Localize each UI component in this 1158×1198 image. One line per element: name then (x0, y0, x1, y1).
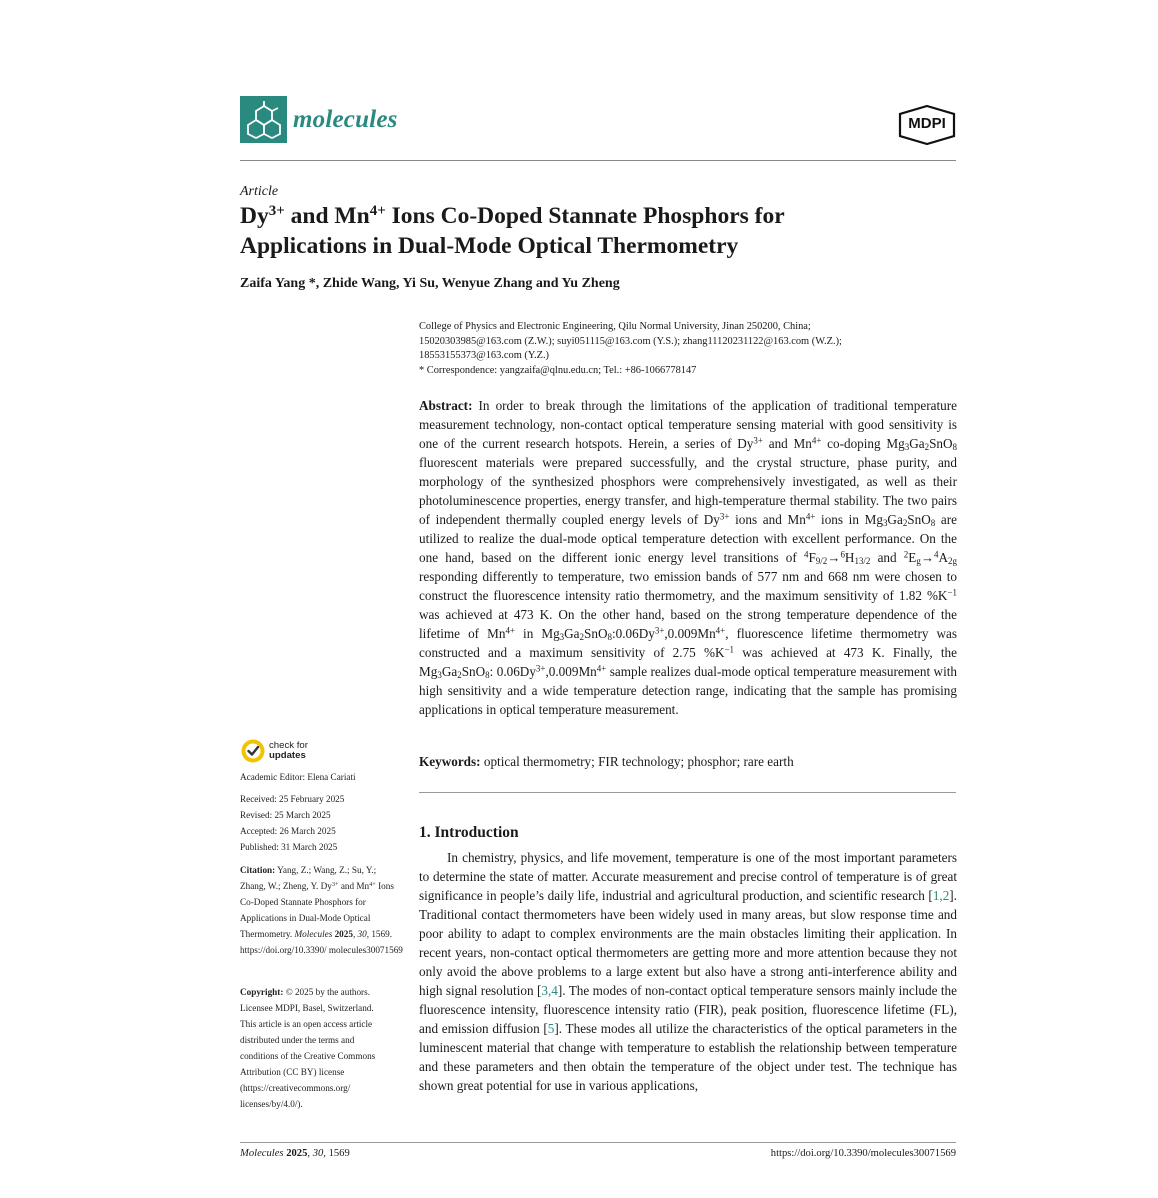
keywords-divider (419, 792, 956, 793)
title-line-2: Applications in Dual-Mode Optical Thermometry (240, 233, 739, 259)
introduction-paragraph: In chemistry, physics, and life movement, temperature is one of the most important parameters to determine the state of matter. Accurate measurement and precise control of temperature is of great significance in people’s daily life, industrial and agricultural production, and scientific research [1,2]. Traditional contact thermometers have been widely used in many areas, but slow response time and poor ability to adapt to complex environments are the main obstacles limiting their application. In recent years, non-contact optical thermometers are getting more and more attention because they not only avoid the above problems to a large extent but also have a strong anti-interference ability and high signal resolution [3,4]. The modes of non-contact optical temperature sensors mainly include the fluorescence intensity, fluorescence intensity ratio (FIR), peak position, fluorescence lifetime (FL), and emission diffusion [5]. These modes all utilize the characteristics of the optical parameters in the luminescent material that change with temperature to establish the relationship between temperature and these parameters and then obtain the temperature of the object under test. The technique has shown great potential for use in various applications, (419, 850, 957, 1093)
abstract: Abstract: In order to break through the limitations of the application of traditional temperature measurement technology, non-contact optical temperature sensing material with good sensitivity is one of the current research hotspots. Herein, a series of $Dy^{3+}$ and $Mn^{4+}$ co-doping $Mg_3Ga_2SnO_8$ fluorescent materials were prepared successfully, and the crystal structure, phase purity, and morphology of the synthesized phosphors were comprehensively investigated, as well as their photoluminescence properties, energy transfer, and high-temperature thermal stability. The two pairs of independent thermally coupled energy levels of $Dy^{3+}$ ions and $Mn^{4+}$ ions in $Mg_3Ga_2SnO_8$ are utilized to realize the dual-mode optical temperature detection with excellent performance. On the one hand, based on the different ionic energy level transitions of $^4F_{9/2}\to^6H_{13/2}$ and $^2E_g\to^4A_{2g}$ responding differently to temperature, two emission bands of 577 nm and 668 nm were chosen to construct the fluorescence intensity ratio thermometry, and the maximum sensitivity of 1.82 $\%K^{-1}$ was achieved at 473 K. On the other hand, based on the strong temperature dependence of the lifetime of $Mn^{4+}$ in $Mg_3Ga_2SnO_8:0.06Dy^{3+},0.009Mn^{4+}$, fluorescence lifetime thermometry was constructed and a maximum sensitivity of 2.75 $\%K^{-1}$ was achieved at 473 K. Finally, the $Mg_3Ga_2SnO_8$: $0.06Dy^{3+},0.009Mn^{4+}$ sample realizes dual-mode optical temperature measurement with high sensitivity and a wide temperature detection range, indicating that the sample has promising applications in optical temperature measurement. (419, 398, 958, 717)
journal-logo[interactable] (240, 96, 398, 143)
article-title (240, 201, 940, 261)
reference-link[interactable]: 5 (547, 1021, 555, 1036)
header-divider (240, 160, 956, 161)
affiliation-line: College of Physics and Electronic Engineering, Qilu Normal University, Jinan 250200, China; (419, 321, 811, 332)
molecule-icon (240, 96, 287, 143)
accepted-date: Accepted: 26 March 2025 (240, 826, 336, 836)
footer-citation: Molecules 2025, 30, 1569 (240, 1148, 350, 1159)
copyright-block: Copyright: © 2025 by the authors. Licensee MDPI, Basel, Switzerland. This article is an open access article distributed under the terms and conditions of the Creative Commons Attribution (CC BY) license (https://creativecommons.org/ licenses/by/4.0/). (240, 987, 376, 1109)
affiliations (419, 320, 959, 378)
keywords-label: Keywords: (419, 754, 481, 769)
academic-editor: Academic Editor: Elena Cariati (240, 772, 356, 782)
section-title: 1. Introduction (419, 824, 519, 841)
published-date: Published: 31 March 2025 (240, 842, 338, 852)
journal-name: molecules (293, 105, 398, 133)
check-for-updates-button[interactable] (240, 738, 308, 764)
reference-link[interactable]: 3,4 (541, 983, 558, 998)
affiliation-line: 18553155373@163.com (Y.Z.) (419, 350, 550, 361)
title-line-1: $Dy^{3+}$ and $Mn^{4+}$ Ions Co-Doped Stannate Phosphors for (240, 203, 785, 229)
received-date: Received: 25 February 2025 (240, 794, 345, 804)
reference-link[interactable]: 1,2 (932, 888, 950, 903)
publisher-name: MDPI (908, 115, 946, 132)
correspondence-line: * Correspondence: yangzaifa@qlnu.edu.cn; Tel.: +86-1066778147 (419, 364, 697, 376)
affiliation-line: 15020303985@163.com (Z.W.); suyi051115@163.com (Y.S.); zhang11120231122@163.com (W.Z.); (419, 335, 842, 347)
footer-divider (240, 1142, 956, 1143)
footer-doi-link[interactable]: https://doi.org/10.3390/molecules30071569 (770, 1148, 956, 1159)
abstract-label: Abstract: (419, 398, 473, 413)
revised-date: Revised: 25 March 2025 (240, 810, 331, 820)
keywords-text: optical thermometry; FIR technology; phosphor; rare earth (480, 754, 794, 769)
keywords (419, 754, 794, 770)
citation-block: Citation: Yang, Z.; Wang, Z.; Su, Y.; Zhang, W.; Zheng, Y. $Dy^{3+}$ and $Mn^{4+}$ Ions Co-Doped Stannate Phosphors for Applications in Dual-Mode Optical Thermometry. Molecules 2025, 30, 1569. https://doi.org/10.3390/ molecules30071569 (240, 865, 403, 955)
article-type: Article (240, 184, 279, 199)
publisher-logo[interactable] (896, 104, 958, 151)
check-badge-icon (240, 738, 266, 764)
check-for-updates-label: check for updates (269, 740, 308, 761)
author-list: Zaifa Yang *, Zhide Wang, Yi Su, Wenyue Zhang and Yu Zheng (240, 276, 620, 291)
